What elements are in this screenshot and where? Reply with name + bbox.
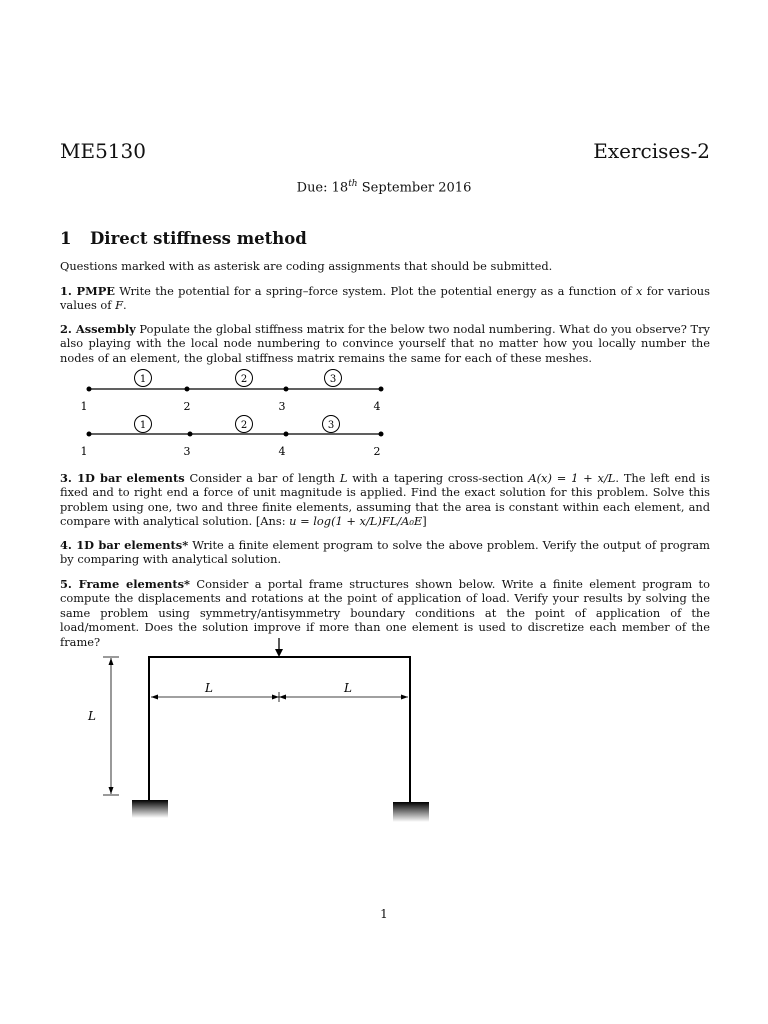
page-number: 1 <box>380 907 388 921</box>
due-date: Due: 18th September 2016 <box>296 179 472 196</box>
section-heading <box>60 229 307 248</box>
mesh-2-node <box>87 432 92 437</box>
height-label: L <box>88 709 96 723</box>
left-fixed-support <box>132 800 168 818</box>
question-3-label: 3. 1D bar elements <box>60 471 185 485</box>
question-2-label: 2. Assembly <box>60 322 136 336</box>
mesh-2-node <box>188 432 193 437</box>
mesh-1-node <box>87 387 92 392</box>
mesh-2-node-label: 2 <box>373 445 381 458</box>
mesh-1-element-label: 1 <box>139 374 147 385</box>
mesh-2-element-label: 1 <box>139 420 147 431</box>
section-title: Direct stiffness method <box>90 229 307 248</box>
mesh-2-node <box>284 432 289 437</box>
question-5-label: 5. Frame elements* <box>60 577 190 591</box>
question-4-label: 4. 1D bar elements* <box>60 538 189 552</box>
section-number: 1 <box>60 229 72 248</box>
question-4: 4. 1D bar elements* Write a finite element program to solve the above problem. Verify the output of program by comparing with analytical solution. <box>60 538 710 567</box>
right-fixed-support <box>393 802 429 822</box>
mesh-1-node-label: 3 <box>278 400 286 413</box>
mesh-2-node-label: 4 <box>278 445 286 458</box>
mesh-1-node-label: 4 <box>373 400 381 413</box>
question-2: 2. Assembly Populate the global stiffness matrix for the below two nodal numbering. What do you observe? Try also playing with the local node numbering to convince yourself that no matter how you locally number the nodes of an element, the global stiffness matrix remains the same for each of these meshes. <box>60 322 710 365</box>
mesh-1-element-label: 3 <box>329 374 337 385</box>
question-1: 1. PMPE Write the potential for a spring–force system. Plot the potential energy as a function of x for various values of F. <box>60 284 710 313</box>
load-arrow <box>275 638 283 657</box>
mesh-2-node-label: 3 <box>183 445 191 458</box>
mesh-1-node <box>284 387 289 392</box>
mesh-2-element-label: 2 <box>240 420 248 431</box>
question-3: 3. 1D bar elements Consider a bar of length L with a tapering cross-section A(x) = 1 + x/L. The left end is fixed and to right end a force of unit magnitude is applied. Find the exact solution for this problem. Solve this problem using one, two and three finite elements, assuming that the area is constant within each element, and compare with analytical solution. [Ans: u = log(1 + x/L)FL/A₀E] <box>60 471 711 529</box>
mesh-1-node-label: 2 <box>183 400 191 413</box>
span-dimension <box>151 692 408 702</box>
question-1-label: 1. PMPE <box>60 284 115 298</box>
frame-members <box>149 657 410 802</box>
mesh-1-node <box>379 387 384 392</box>
course-code: ME5130 <box>60 139 146 163</box>
mesh-1 <box>81 370 384 414</box>
mesh-2 <box>81 416 384 459</box>
mesh-2-node <box>379 432 384 437</box>
question-5: 5. Frame elements* Consider a portal frame structures shown below. Write a finite element program to compute the displacements and rotations at the point of application of load. Verify your results by solving the same problem using symmetry/antisymmetry boundary conditions at the point of application of the load/moment. Does the solution improve if more than one element is used to discretize each member of the frame? <box>60 577 710 649</box>
span-right-label: L <box>344 681 352 695</box>
span-left-label: L <box>205 681 213 695</box>
mesh-diagram <box>0 364 768 464</box>
mesh-1-node-label: 1 <box>80 400 88 413</box>
exercise-title: Exercises-2 <box>593 139 710 163</box>
mesh-2-element-label: 3 <box>327 420 335 431</box>
frame-structure <box>149 657 410 802</box>
mesh-1-element-label: 2 <box>240 374 248 385</box>
mesh-2-node-label: 1 <box>80 445 88 458</box>
portal-frame-diagram <box>0 630 768 830</box>
intro-text: Questions marked with as asterisk are coding assignments that should be submitted. <box>60 259 553 273</box>
height-dimension <box>103 657 119 795</box>
mesh-1-node <box>185 387 190 392</box>
